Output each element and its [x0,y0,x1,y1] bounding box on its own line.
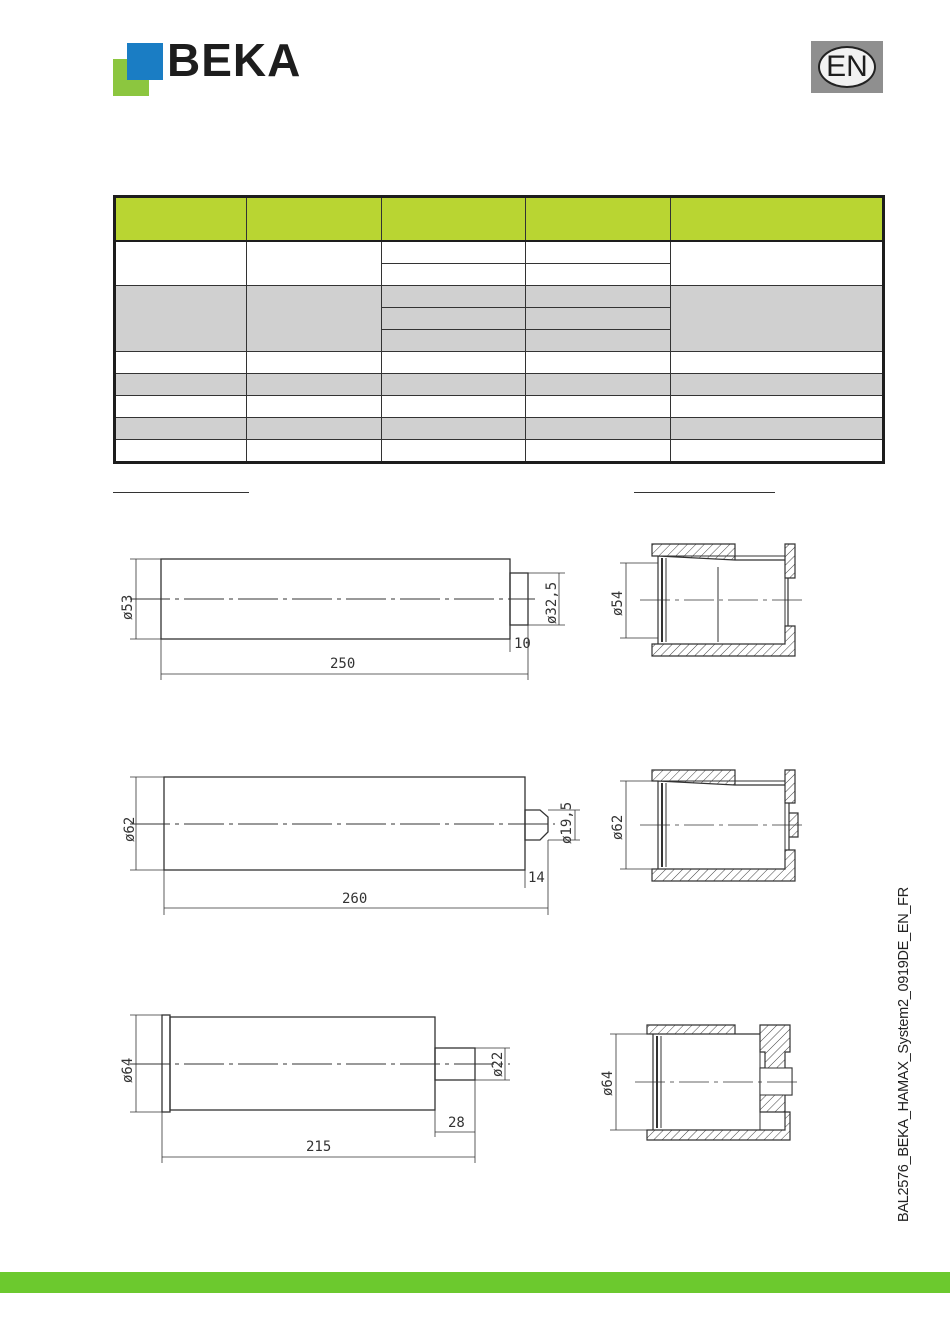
table-cell [247,374,381,396]
table-row [115,241,884,264]
table-header-cell [115,197,247,242]
table-cell [381,330,525,352]
table-header-cell [247,197,381,242]
dimension-outlet-length: 14 [528,870,545,886]
table-cell [381,440,525,463]
dimension-outlet-diameter: ø19,5 [559,801,575,844]
table-cell [381,396,525,418]
table-header-cell [526,197,670,242]
table-cell [381,352,525,374]
dimension-length: 215 [306,1139,332,1155]
cartridge-outlet [525,810,548,840]
cartridge-section-1 [600,538,810,663]
table-header-row [115,197,884,242]
logo-blue-square [127,43,163,80]
cartridge-drawing-2 [110,770,590,920]
table-cell [381,264,525,286]
footer-bar [0,1272,950,1293]
table-cell [526,286,670,308]
table-cell [526,440,670,463]
table-cell [247,396,381,418]
table-row [115,396,884,418]
table-cell [381,374,525,396]
table-cell [526,264,670,286]
dimension-outlet-length: 10 [514,636,531,652]
cartridge-drawing-1 [110,540,580,690]
table-cell [670,241,883,286]
cartridge-drawing-3 [110,1005,530,1170]
cartridge-section-3 [595,1020,805,1150]
cartridge-section-2 [600,765,810,890]
table-cell [526,330,670,352]
table-cell [526,418,670,440]
table-cell [115,418,247,440]
table-cell [526,374,670,396]
table-cell [247,440,381,463]
table-cell [670,374,883,396]
left-heading-underline [113,492,249,493]
table-cell [381,241,525,264]
beka-logo [113,34,333,97]
specification-table [113,195,885,464]
table-cell [670,396,883,418]
table-cell [115,241,247,286]
dimension-length: 260 [342,891,368,907]
language-badge [811,41,883,93]
dimension-diameter: ø64 [120,1057,136,1083]
table-cell [670,352,883,374]
table-row [115,352,884,374]
language-badge-label: EN [818,46,876,88]
table-cell [115,374,247,396]
table-cell [381,286,525,308]
table-cell [247,418,381,440]
table-cell [526,396,670,418]
table-row [115,286,884,308]
dimension-outlet-diameter: ø32,5 [544,581,560,624]
table-row [115,374,884,396]
table-cell [526,241,670,264]
table-cell [526,308,670,330]
table-header-cell [670,197,883,242]
dimension-length: 250 [330,656,356,672]
table-row [115,418,884,440]
table-cell [670,286,883,352]
right-heading-underline [634,492,775,493]
table-cell [670,440,883,463]
table-cell [247,286,381,352]
table-row [115,440,884,463]
table-header-cell [381,197,525,242]
section-dimension-diameter: ø54 [610,590,626,616]
dimension-outlet-length: 28 [448,1115,465,1131]
dimension-diameter: ø53 [120,594,136,620]
logo-wordmark: BEKA [167,34,302,86]
table-cell [115,286,247,352]
table-cell [670,418,883,440]
dimension-diameter: ø62 [122,816,138,842]
section-dimension-diameter: ø64 [600,1070,616,1096]
section-dimension-diameter: ø62 [610,814,626,840]
table-cell [381,308,525,330]
table-cell [115,352,247,374]
table-cell [247,352,381,374]
table-cell [381,418,525,440]
dimension-outlet-diameter: ø22 [490,1051,506,1077]
table-cell [247,241,381,286]
table-cell [526,352,670,374]
document-code: BAL2576_BEKA_HAMAX_System2_0919DE_EN_FR [896,887,912,1222]
table-cell [115,440,247,463]
table-cell [115,396,247,418]
